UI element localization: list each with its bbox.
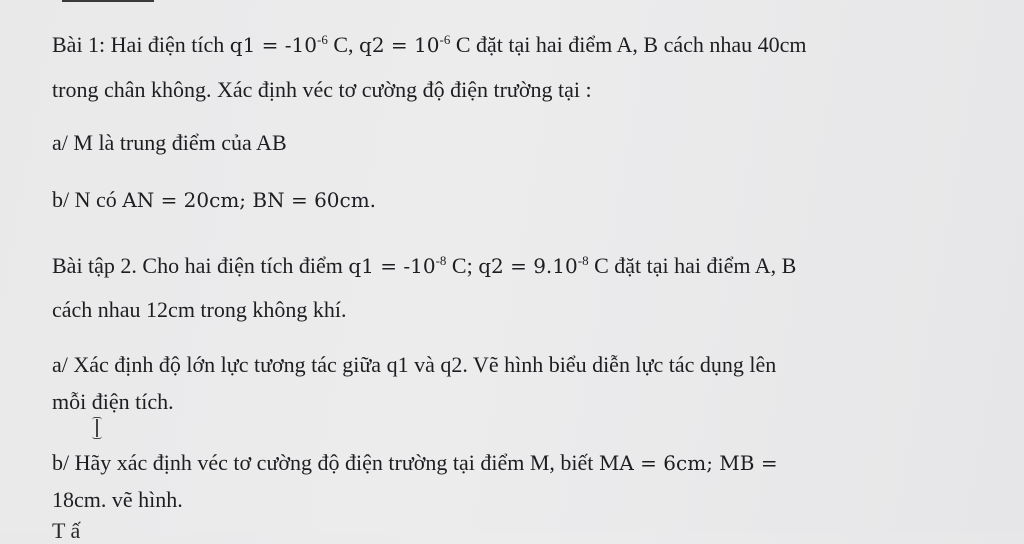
text-cursor-icon — [92, 417, 102, 439]
problem1-part-b — [52, 185, 376, 215]
problem2-q2-equation: q2 = 9.10 — [478, 254, 578, 278]
problem1-q2-exponent: -6 — [439, 32, 451, 47]
problem1-part-a: a/ M là trung điểm của AB — [52, 130, 287, 155]
problem2-part-a-line1: a/ Xác định độ lớn lực tương tác giữa q1 và q2. Vẽ hình biểu diễn lực tác dụng lên — [52, 352, 777, 377]
problem1-line1 — [52, 30, 807, 60]
problem2-part-b-line1 — [52, 448, 778, 478]
problem2-q1-exponent: -8 — [435, 253, 447, 268]
problem1-part-b-math: AN = 20cm; BN = 60cm. — [122, 188, 377, 212]
problem2-part-b-math: MA = 6cm; MB = — [598, 451, 778, 475]
problem2-q2-exponent: -8 — [577, 253, 589, 268]
problem2-part-b-line2: 18cm. vẽ hình. — [52, 487, 183, 512]
problem2-part-b-text: b/ Hãy xác định véc tơ cường độ điện trường tại điểm M, biết — [52, 450, 599, 475]
problem1-q1-exponent: -6 — [317, 32, 328, 47]
problem1-q2-equation: q2 = 10 — [359, 33, 440, 57]
problem1-intro: Bài 1: Hai điện tích — [52, 32, 230, 57]
problem2-part-a-line2: mỗi điện tích. — [52, 389, 174, 414]
problem2-intro: Bài tập 2. Cho hai điện tích điểm — [52, 253, 349, 278]
problem2-q2-tail: C đặt tại hai điểm A, B — [588, 253, 797, 278]
problem1-line2: trong chân không. Xác định véc tơ cường độ điện trường tại : — [52, 77, 592, 102]
problem1-part-b-prefix: b/ N có — [52, 187, 123, 212]
problem2-line2: cách nhau 12cm trong không khí. — [52, 297, 347, 322]
problem2-line1 — [52, 251, 796, 281]
cut-off-text: T ấ — [52, 518, 81, 543]
problem2-q1-equation: q1 = -10 — [348, 254, 436, 278]
problem2-q1-unit: C; — [446, 253, 479, 278]
problem1-q1-equation: q1 = -10 — [229, 33, 318, 57]
problem1-q1-unit: C, — [327, 32, 360, 57]
top-rule-line — [62, 0, 154, 2]
problem1-q2-tail: C đặt tại hai điểm A, B cách nhau 40cm — [450, 32, 807, 57]
